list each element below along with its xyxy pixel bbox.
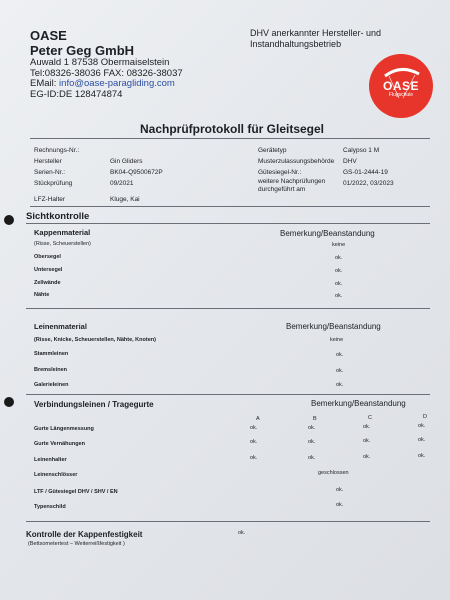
serial-number-label: Serien-Nr.: (34, 169, 66, 176)
oase-logo (369, 54, 433, 118)
logo-text: OASE (382, 79, 419, 93)
owner-label: LFZ-Halter (34, 196, 66, 203)
section-visual-inspection: Sichtkontrolle (26, 211, 90, 222)
check-item-label: Typenschild (34, 504, 66, 510)
company-tax-id: EG-ID:DE 128474874 (30, 88, 123, 100)
further-inspections-label (258, 178, 325, 194)
check-item-label: Obersegel (34, 254, 61, 260)
company-name-line1: OASE (30, 28, 67, 43)
meta-divider (30, 206, 430, 207)
title-divider (30, 138, 430, 139)
check-item-value: ok. (335, 255, 343, 261)
email-label: EMail: (30, 78, 60, 89)
canopy-material-heading: Kappenmaterial (34, 228, 91, 237)
check-item-label: Leinenhalter (34, 457, 67, 463)
column-b-header: B (313, 416, 317, 422)
check-item-value: ok. (336, 368, 344, 374)
line-material-heading: Leinenmaterial (34, 322, 87, 331)
manufacturer-label: Hersteller (34, 158, 62, 165)
check-item-value-d: ok. (418, 423, 426, 429)
seal-number-value: GS-01-2444-19 (343, 169, 388, 176)
column-d-header: D (423, 414, 427, 420)
unit-inspection-value: 09/2021 (110, 180, 134, 187)
owner-value: Kluge, Kai (110, 196, 140, 203)
column-a-header: A (256, 416, 260, 422)
section-divider (26, 394, 430, 395)
check-item-label: Untersegel (34, 267, 63, 273)
punch-hole (4, 215, 14, 225)
check-item-value-c: ok. (363, 438, 371, 444)
company-name (30, 28, 134, 58)
remarks-header: Bemerkung/Beanstandung (311, 399, 406, 408)
check-item-value: ok. (336, 352, 344, 358)
section-divider (26, 223, 430, 224)
check-item-label: Gurte Vernähungen (34, 441, 86, 447)
page-title: Nachprüfprotokoll für Gleitsegel (140, 122, 325, 136)
check-item-value-b: ok. (308, 455, 316, 461)
check-item-value-a: ok. (250, 455, 258, 461)
certification-line2: Instandhaltungsbetrieb (250, 39, 342, 49)
check-item-value-d: ok. (418, 453, 426, 459)
check-item-label: Zellwände (34, 280, 61, 286)
check-item-label: Galerieleinen (34, 382, 69, 388)
company-street: Auwald 1 87538 Obermaiselstein (30, 57, 170, 68)
invoice-number-label: Rechnungs-Nr.: (34, 147, 80, 154)
manufacturer-value: Gin Gliders (110, 158, 143, 165)
further-inspections-label-line1: weitere Nachprüfungen (258, 178, 326, 185)
check-item-value: ok. (335, 293, 343, 299)
logo-subtext: Flugschule (388, 92, 414, 98)
check-item-value-c: ok. (363, 424, 371, 430)
line-material-note-value: keine (330, 337, 344, 343)
check-item-label: Stammleinen (34, 351, 69, 357)
canopy-strength-value: ok. (238, 530, 246, 536)
glider-type-value: Calypso 1 M (343, 147, 380, 154)
canopy-strength-note: (Bettsometertest – Weiterreißfestigkeit ) (28, 541, 125, 547)
remarks-header: Bemerkung/Beanstandung (286, 322, 381, 331)
canopy-strength-heading: Kontrolle der Kappenfestigkeit (26, 530, 143, 539)
check-item-value: ok. (335, 281, 343, 287)
check-item-value-a: ok. (250, 439, 258, 445)
unit-inspection-label: Stückprüfung (34, 180, 73, 187)
check-item-value-a: ok. (250, 425, 258, 431)
company-name-line2: Peter Geg GmbH (30, 43, 135, 58)
company-phone: Tel:08326-38036 FAX: 08326-38037 (30, 67, 183, 79)
check-item-value-c: ok. (363, 454, 371, 460)
check-item-value-d: ok. (418, 437, 426, 443)
remarks-header: Bemerkung/Beanstandung (280, 229, 375, 238)
check-item-value-b: ok. (308, 439, 316, 445)
check-item-label: Bremsleinen (34, 367, 68, 373)
line-material-note: (Risse, Knicke, Scheuerstellen, Nähte, Knoten) (34, 337, 156, 343)
column-c-header: C (368, 415, 372, 421)
type-approval-value: DHV (343, 158, 357, 165)
certification-note (250, 28, 381, 50)
serial-number-value: BK04-Q9500672P (110, 169, 163, 176)
glider-type-label: Gerätetyp (258, 147, 287, 154)
punch-hole (4, 397, 14, 407)
check-item-label: Nähte (34, 292, 50, 298)
check-item-value-b: ok. (308, 425, 316, 431)
company-email[interactable]: info@oase-paragliding.com (59, 78, 175, 89)
canopy-material-note: (Risse, Scheuerstellen) (34, 241, 91, 247)
check-item-label: LTF / Gütesiegel DHV / SHV / EN (34, 489, 118, 495)
check-item-value: geschlossen (318, 470, 349, 476)
company-address (30, 58, 183, 100)
section-divider (26, 521, 430, 522)
check-item-value: ok. (336, 487, 344, 493)
company-email-line (30, 79, 183, 90)
check-item-value: ok. (336, 382, 344, 388)
canopy-material-note-value: keine (332, 242, 346, 248)
seal-number-label: Gütesiegel-Nr.: (258, 169, 302, 176)
type-approval-label: Musterzulassungsbehörde (258, 158, 335, 165)
check-item-value: ok. (335, 268, 343, 274)
check-item-label: Leinenschlösser (34, 472, 78, 478)
check-item-label: Gurte Längenmessung (34, 426, 94, 432)
check-item-value: ok. (336, 502, 344, 508)
riser-heading: Verbindungsleinen / Tragegurte (34, 400, 154, 409)
section-divider (26, 308, 430, 309)
further-inspections-label-line2: durchgeführt am (258, 186, 306, 193)
further-inspections-value: 01/2022, 03/2023 (343, 180, 394, 187)
certification-line1: DHV anerkannter Hersteller- und (250, 28, 382, 38)
